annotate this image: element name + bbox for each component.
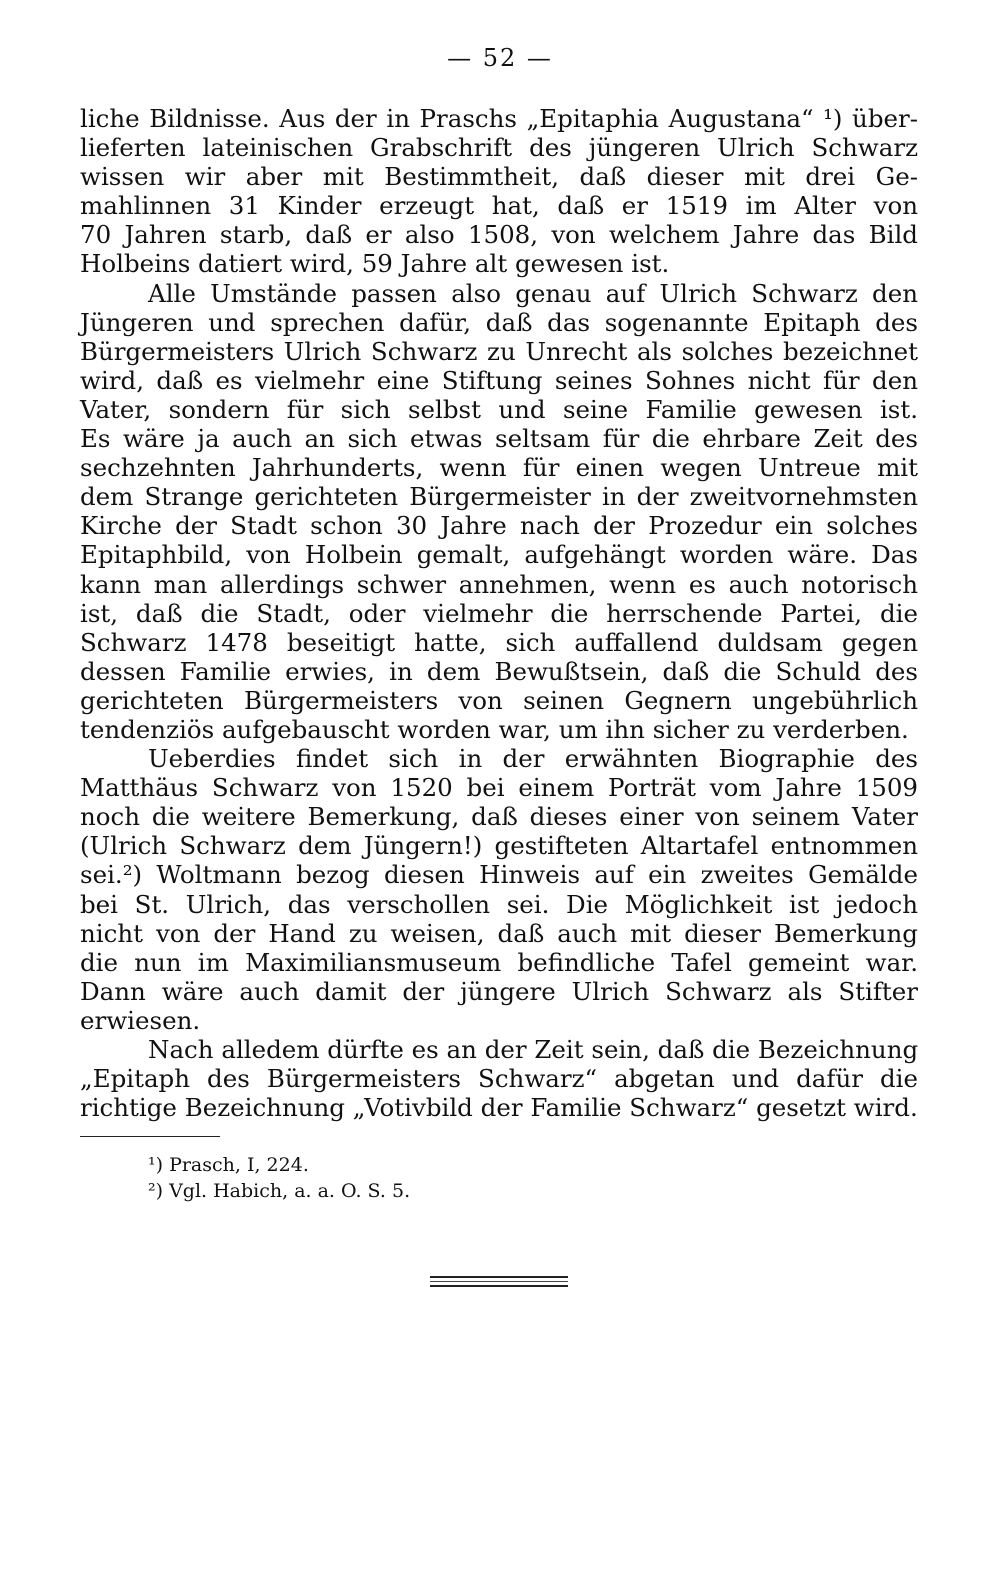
text-line: kann man allerdings schwer annehmen, wenn es auch notorisch (80, 569, 918, 599)
text-line: 70 Jahren starb, daß er also 1508, von welchem Jahre das Bild (80, 220, 918, 250)
text-line: mahlinnen 31 Kinder erzeugt hat, daß er 1519 im Alter von (80, 191, 918, 221)
text-line: Matthäus Schwarz von 1520 bei einem Porträt vom Jahre 1509 (80, 773, 918, 803)
text-line: gerichteten Bürgermeisters von seinen Gegnern ungebührlich (80, 685, 918, 715)
text-line: Bürgermeisters Ulrich Schwarz zu Unrecht als solches bezeichnet (80, 336, 918, 366)
text-line: Holbeins datiert wird, 59 Jahre alt gewesen ist. (80, 249, 670, 279)
footnote-divider (80, 1136, 220, 1137)
text-line: sechzehnten Jahrhunderts, wenn für einen wegen Untreue mit (80, 453, 918, 483)
text-line: richtige Bezeichnung „Votivbild der Familie Schwarz“ gesetzt wird. (80, 1093, 918, 1123)
text-line: dessen Familie erwies, in dem Bewußtsein, daß die Schuld des (80, 656, 918, 686)
text-line: wird, daß es vielmehr eine Stiftung seines Sohnes nicht für den (80, 365, 918, 395)
text-line: ist, daß die Stadt, oder vielmehr die herrschende Partei, die (80, 598, 918, 628)
text-line: nicht von der Hand zu weisen, daß auch mit dieser Bemerkung (80, 918, 918, 948)
text-line: Kirche der Stadt schon 30 Jahre nach der Prozedur ein solches (80, 511, 918, 541)
text-line: (Ulrich Schwarz dem Jüngern!) gestifteten Altartafel entnommen (80, 831, 918, 861)
text-line: wissen wir aber mit Bestimmtheit, daß dieser mit drei Ge- (80, 162, 918, 192)
text-line: „Epitaph des Bürgermeisters Schwarz“ abgetan und dafür die (80, 1064, 918, 1094)
page-number: — 52 — (447, 44, 553, 72)
end-ornament-rule (430, 1281, 568, 1282)
footnotes (148, 1152, 648, 1204)
text-line: Schwarz 1478 beseitigt hatte, sich auffallend duldsam gegen (80, 627, 918, 657)
footnote-2: ²) Vgl. Habich, a. a. O. S. 5. (148, 1180, 411, 1202)
text-line: erwiesen. (80, 1005, 201, 1035)
text-line: Vater, sondern für sich selbst und seine Familie gewesen ist. (80, 394, 918, 424)
text-line: dem Strange gerichteten Bürgermeister in der zweitvornehmsten (80, 482, 918, 512)
text-line: tendenziös aufgebauscht worden war, um ihn sicher zu verderben. (80, 714, 909, 744)
text-line: Jüngeren und sprechen dafür, daß das sogenannte Epitaph des (80, 307, 918, 337)
text-line: bei St. Ulrich, das verschollen sei. Die Möglichkeit ist jedoch (80, 889, 918, 919)
text-line: die nun im Maximiliansmuseum befindliche Tafel gemeint war. (80, 947, 918, 977)
body-text (80, 104, 918, 1122)
text-line: sei.²) Woltmann bezog diesen Hinweis auf ein zweites Gemälde (80, 860, 918, 890)
text-line: lieferten lateinischen Grabschrift des jüngeren Ulrich Schwarz (80, 133, 918, 163)
end-ornament-rule (430, 1276, 568, 1278)
text-line: Alle Umstände passen also genau auf Ulrich Schwarz den (148, 278, 918, 308)
end-ornament-rule (430, 1285, 568, 1287)
text-line: noch die weitere Bemerkung, daß dieses einer von seinem Vater (80, 802, 918, 832)
text-line: Epitaphbild, von Holbein gemalt, aufgehängt worden wäre. Das (80, 540, 918, 570)
footnote-1: ¹) Prasch, I, 224. (148, 1154, 309, 1176)
text-line: Es wäre ja auch an sich etwas seltsam für die ehrbare Zeit des (80, 424, 918, 454)
text-line: Nach alledem dürfte es an der Zeit sein, daß die Bezeichnung (148, 1035, 919, 1064)
text-line: Ueberdies findet sich in der erwähnten Biographie des (148, 744, 918, 774)
text-line: Dann wäre auch damit der jüngere Ulrich Schwarz als Stifter (80, 976, 918, 1006)
text-line: liche Bildnisse. Aus der in Praschs „Epitaphia Augustana“ ¹) über- (80, 104, 918, 133)
